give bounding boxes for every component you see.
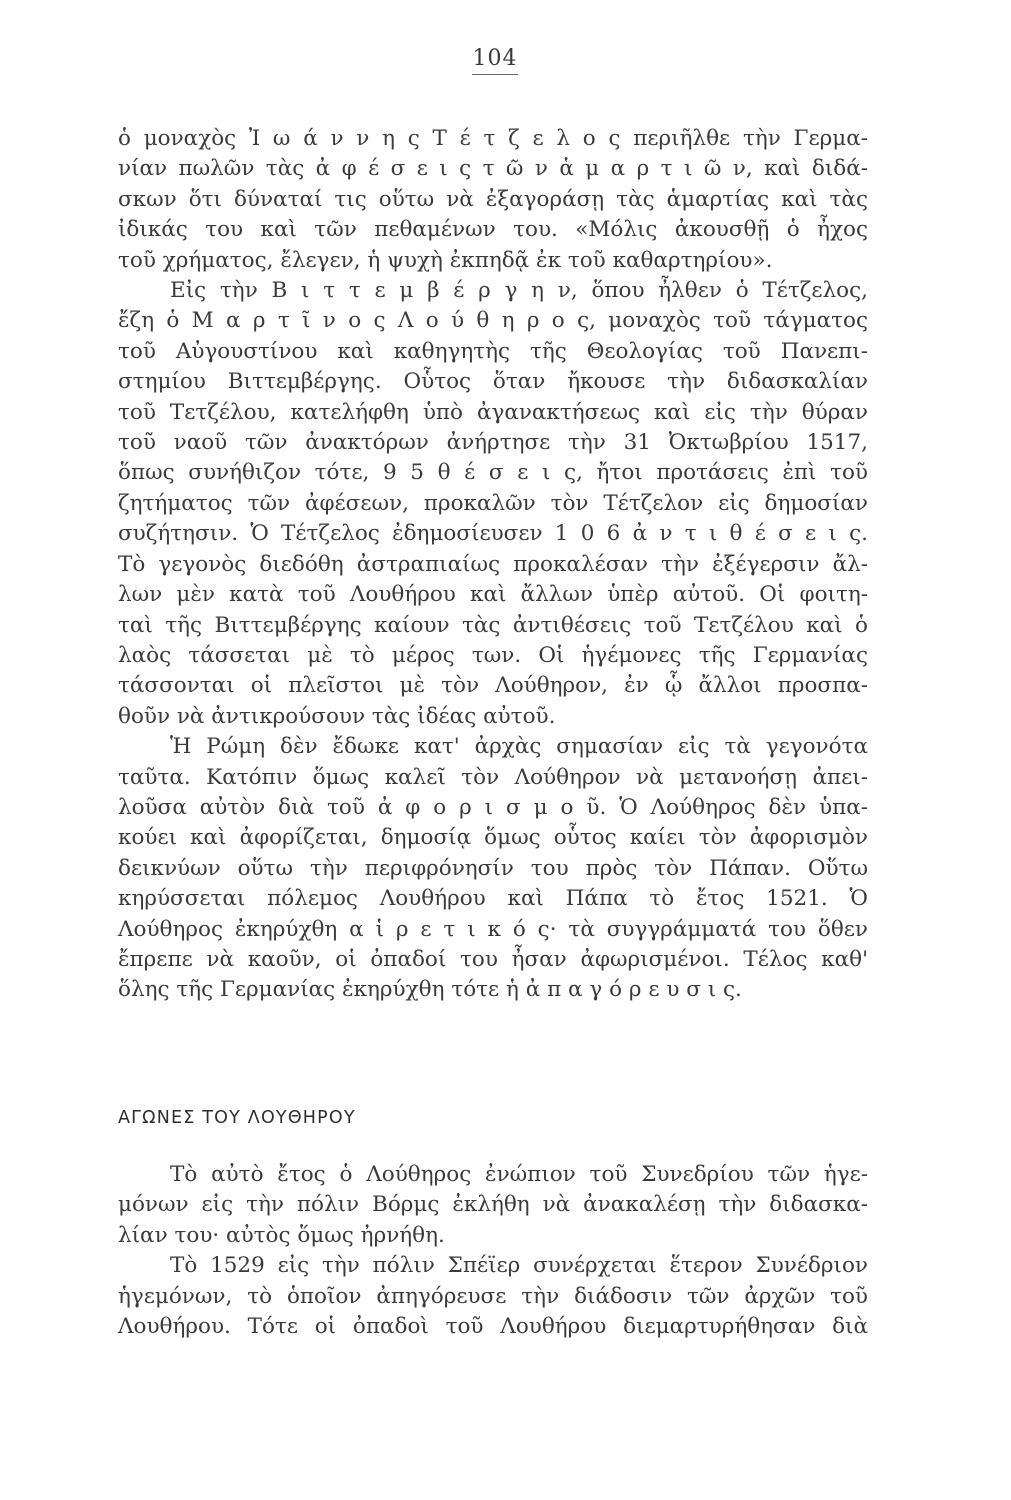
- text-line: μόνων εἰς τὴν πόλιν Βόρμς ἐκλήθη νὰ ἀνακαλέσῃ τὴν διδασκα-: [118, 1192, 868, 1218]
- text-line: Τὸ γεγονὸς διεδόθη ἀστραπιαίως προκαλέσαν τὴν ἐξέγερσιν ἄλ-: [118, 551, 868, 577]
- main-text: [118, 124, 868, 1006]
- text-line: ταῦτα. Κατόπιν ὅμως καλεῖ τὸν Λούθηρον νὰ μετανοήσῃ ἀπει-: [118, 764, 868, 790]
- text-line: ἰδικάς του καὶ τῶν πεθαμένων του. «Μόλις ἀκουσθῇ ὁ ἦχος: [118, 217, 868, 243]
- text-line: τοῦ ναοῦ τῶν ἀνακτόρων ἀνήρτησε τὴν 31 Ὀκτωβρίου 1517,: [118, 430, 868, 456]
- text-line: Εἰς τὴν Β ι τ τ ε μ β έ ρ γ η ν, ὅπου ἦλθεν ὁ Τέτζελος,: [170, 278, 868, 304]
- text-line: λων μὲν κατὰ τοῦ Λουθήρου καὶ ἄλλων ὑπὲρ αὐτοῦ. Οἱ φοιτη-: [118, 582, 868, 608]
- text-line: νίαν πωλῶν τὰς ἀ φ έ σ ε ι ς τ ῶ ν ἁ μ α ρ τ ι ῶ ν, καὶ διδά-: [118, 156, 868, 182]
- text-line: θοῦν νὰ ἀντικρούσουν τὰς ἰδέας αὐτοῦ.: [118, 703, 556, 729]
- text-line: τοῦ χρήματος, ἔλεγεν, ἡ ψυχὴ ἐκπηδᾷ ἐκ τοῦ καθαρτηρίου».: [118, 247, 773, 273]
- text-line: Ἡ Ρώμη δὲν ἔδωκε κατ' ἀρχὰς σημασίαν εἰς τὰ γεγονότα: [170, 734, 868, 760]
- text-line: ὅλης τῆς Γερμανίας ἐκηρύχθη τότε ἡ ἀ π α γ ό ρ ε υ σ ι ς.: [118, 977, 742, 1003]
- text-line: κηρύσσεται πόλεμος Λουθήρου καὶ Πάπα τὸ ἔτος 1521. Ὁ: [118, 886, 868, 912]
- text-line: ἔπρεπε νὰ καοῦν, οἱ ὀπαδοί του ἦσαν ἀφωρισμένοι. Τέλος καθ': [118, 946, 868, 972]
- text-line: τοῦ Τετζέλου, κατελήφθη ὑπὸ ἀγανακτήσεως καὶ εἰς τὴν θύραν: [118, 399, 868, 425]
- text-line: τοῦ Αὐγουστίνου καὶ καθηγητὴς τῆς Θεολογίας τοῦ Πανεπι-: [118, 338, 868, 364]
- text-line: λοῦσα αὐτὸν διὰ τοῦ ἀ φ ο ρ ι σ μ ο ῦ. Ὁ Λούθηρος δὲν ὑπα-: [118, 794, 868, 820]
- text-line: τάσσονται οἱ πλεῖστοι μὲ τὸν Λούθηρον, ἐν ᾧ ἄλλοι προσπα-: [118, 673, 868, 699]
- text-line: στημίου Βιττεμβέργης. Οὗτος ὅταν ἤκουσε τὴν διδασκαλίαν: [118, 369, 868, 395]
- text-line: Τὸ αὐτὸ ἔτος ὁ Λούθηρος ἐνώπιον τοῦ Συνεδρίου τῶν ἡγε-: [170, 1162, 868, 1187]
- text-line: Λουθήρου. Τότε οἱ ὀπαδοὶ τοῦ Λουθήρου διεμαρτυρήθησαν διὰ: [118, 1314, 868, 1340]
- text-line: Λούθηρος ἐκηρύχθη α ἱ ρ ε τ ι κ ό ς· τὰ συγγράμματά του ὅθεν: [118, 916, 868, 942]
- section-text: [118, 1160, 868, 1342]
- text-line: ὁ μοναχὸς Ἰ ω ά ν ν η ς Τ έ τ ζ ε λ ο ς περιῆλθε τὴν Γερμα-: [118, 126, 868, 151]
- page-number: 104: [0, 46, 990, 71]
- text-line: δεικνύων οὕτω τὴν περιφρόνησίν του πρὸς τὸν Πάπαν. Οὕτω: [118, 855, 868, 881]
- text-line: ἡγεμόνων, τὸ ὁποῖον ἀπηγόρευσε τὴν διάδοσιν τῶν ἀρχῶν τοῦ: [118, 1283, 868, 1309]
- text-line: ζητήματος τῶν ἀφέσεων, προκαλῶν τὸν Τέτζελον εἰς δημοσίαν: [118, 490, 868, 516]
- text-line: ὅπως συνήθιζον τότε, 9 5 θ έ σ ε ι ς, ἤτοι προτάσεις ἐπὶ τοῦ: [118, 460, 868, 486]
- page-number-underline: [472, 74, 518, 75]
- text-line: σκων ὅτι δύναταί τις οὕτω νὰ ἐξαγοράσῃ τὰς ἁμαρτίας καὶ τὰς: [118, 186, 868, 212]
- text-line: λαὸς τάσσεται μὲ τὸ μέρος των. Οἱ ἡγέμονες τῆς Γερμανίας: [118, 642, 868, 668]
- text-line: λίαν του· αὐτὸς ὅμως ἠρνήθη.: [118, 1222, 445, 1248]
- text-line: κούει καὶ ἀφορίζεται, δημοσίᾳ ὅμως οὗτος καίει τὸν ἀφορισμὸν: [118, 825, 868, 851]
- text-line: συζήτησιν. Ὁ Τέτζελος ἐδημοσίευσεν 1 0 6 ἀ ν τ ι θ έ σ ε ι ς.: [118, 521, 868, 547]
- section-heading: ΑΓΩΝΕΣ ΤΟΥ ΛΟΥΘΗΡΟΥ: [118, 1108, 356, 1128]
- text-line: ταὶ τῆς Βιττεμβέργης καίουν τὰς ἀντιθέσεις τοῦ Τετζέλου καὶ ὁ: [118, 612, 868, 638]
- text-line: Τὸ 1529 εἰς τὴν πόλιν Σπέϊερ συνέρχεται ἕτερον Συνέδριον: [170, 1253, 868, 1279]
- text-line: ἔζη ὁ Μ α ρ τ ῖ ν ο ς Λ ο ύ θ η ρ ο ς, μοναχὸς τοῦ τάγματος: [118, 308, 868, 334]
